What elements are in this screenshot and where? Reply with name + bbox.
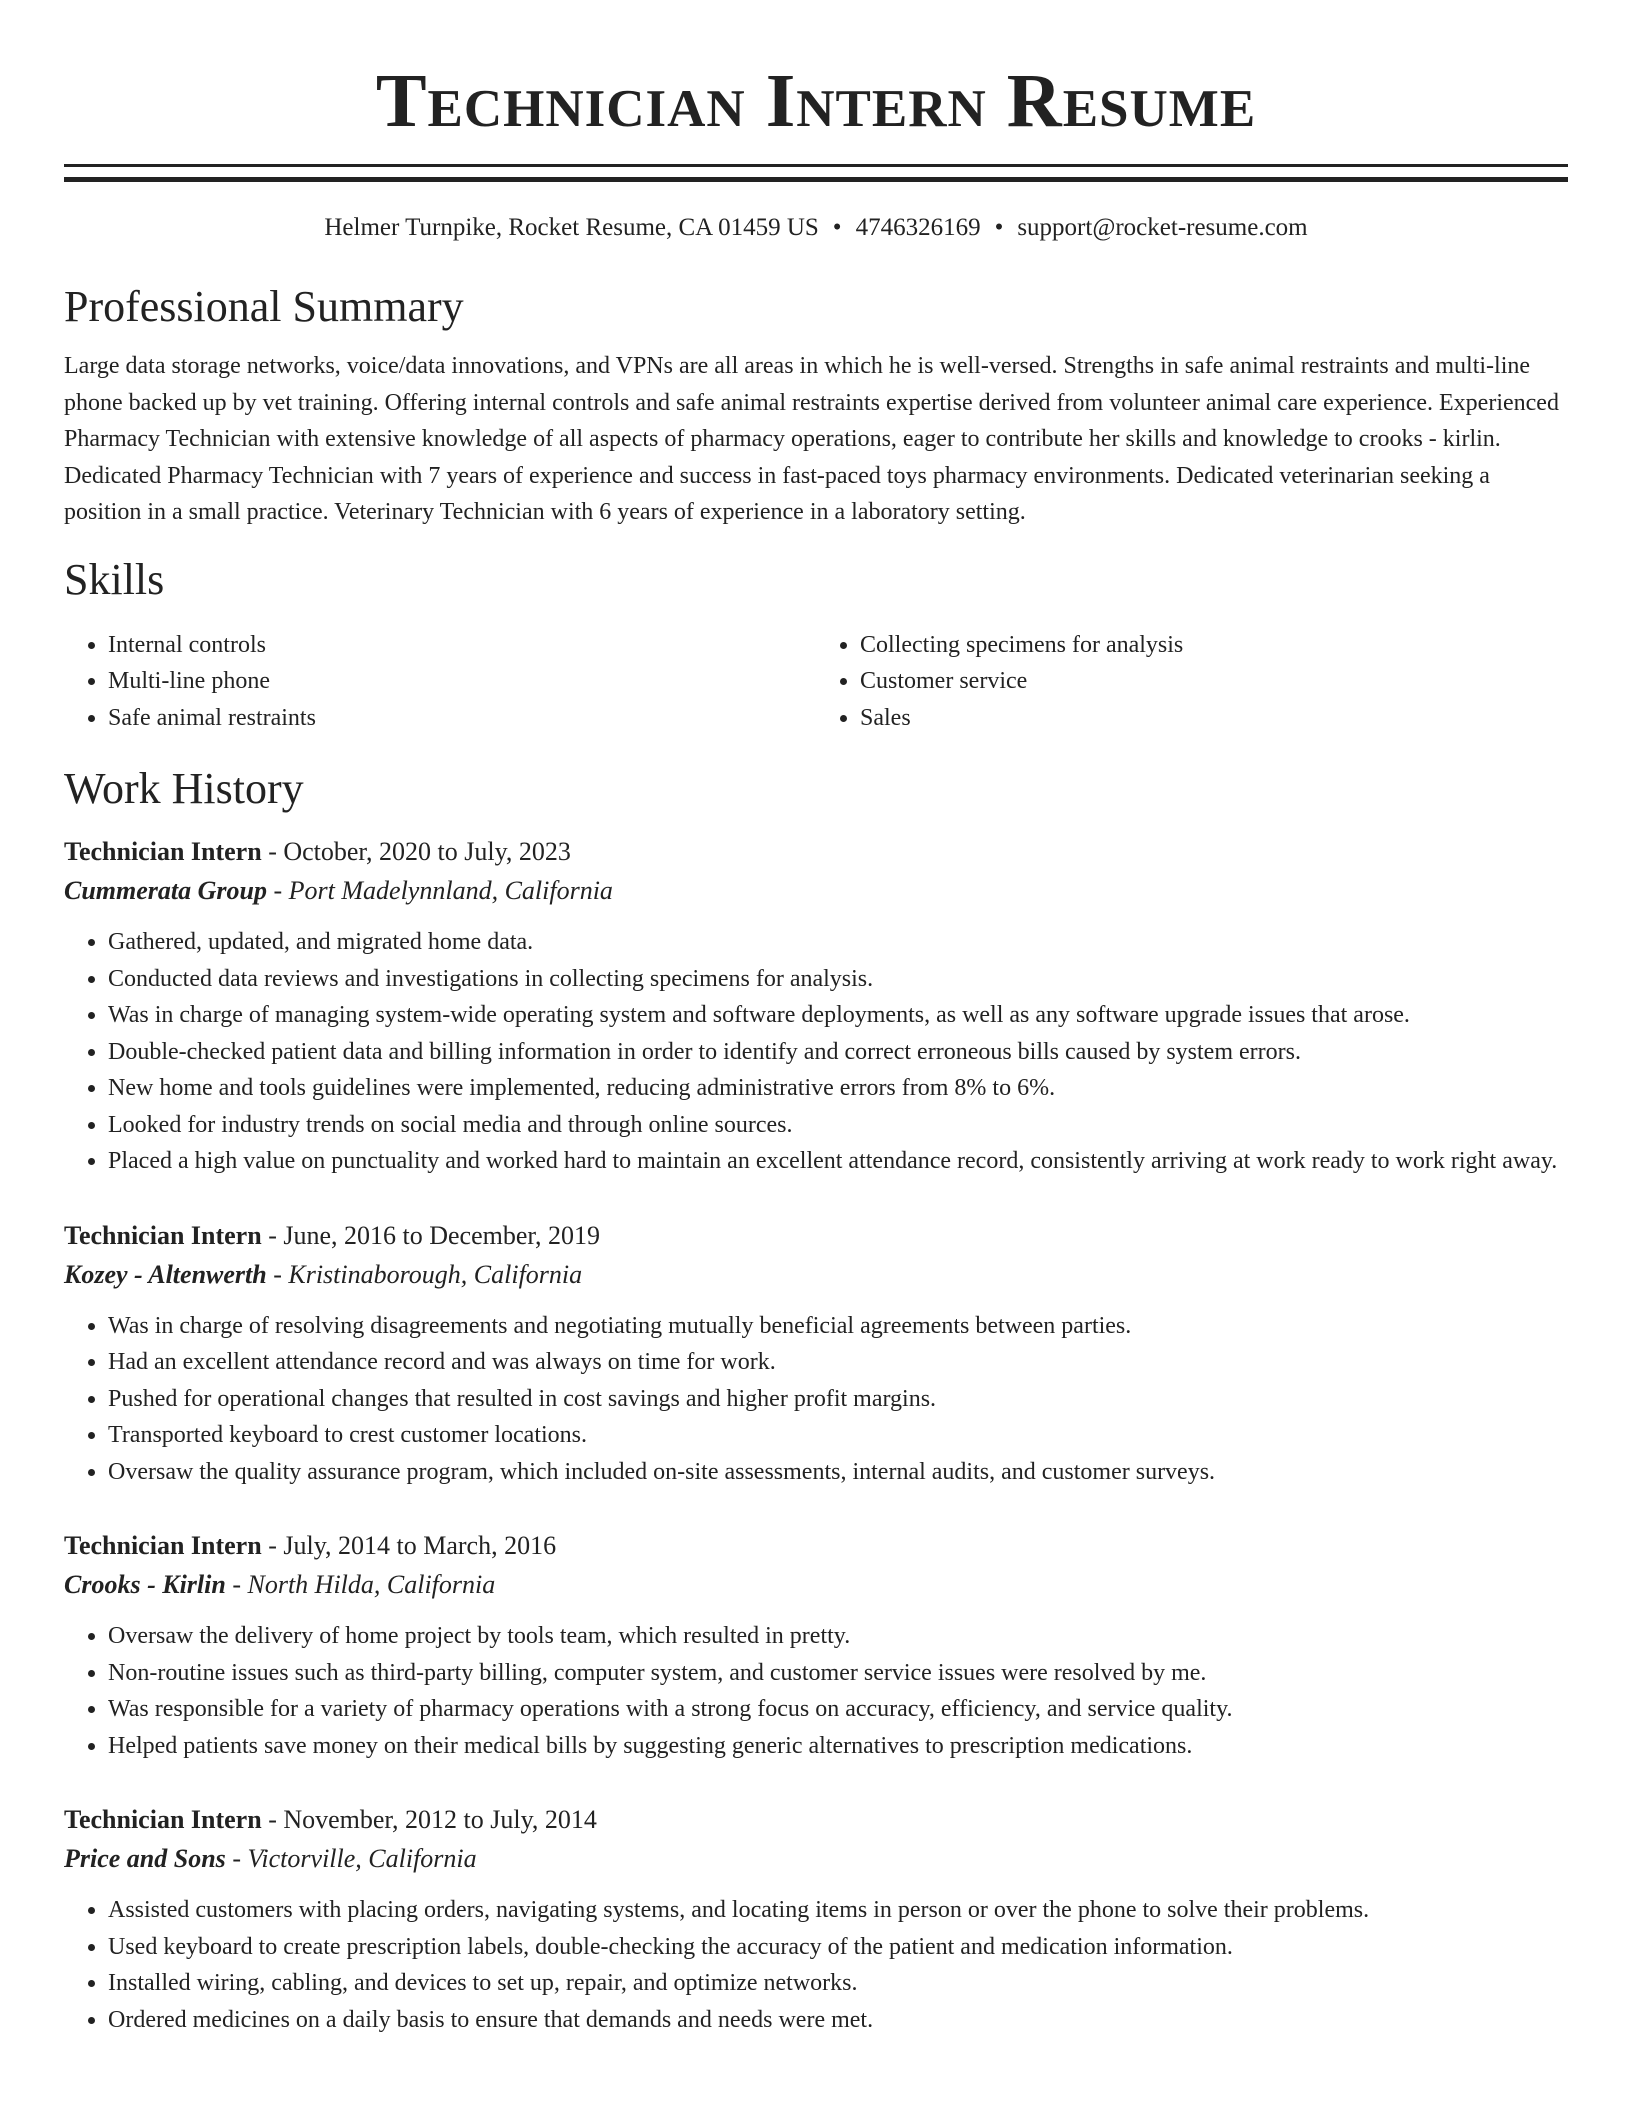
duty-item: • Helped patients save money on their medical bills by suggesting generic alternatives to prescription medications. [108,1728,1568,1765]
job-title: Technician Intern [64,1531,262,1560]
job-header [64,1800,1568,1840]
job-entry [64,1216,1568,1491]
skill-item: • Sales [860,700,1568,737]
job-location: - North Hilda, California [225,1570,496,1599]
duty-item: • Was in charge of managing system-wide operating system and software deployments, as well as any software upgrade issues that arose. [108,997,1568,1034]
duty-item: • Had an excellent attendance record and was always on time for work. [108,1344,1568,1381]
job-company: Kozey - Altenwerth [64,1259,267,1289]
contact-phone: 4746326169 [855,214,981,241]
work-history-heading: Work History [64,764,304,813]
duty-item: • Placed a high value on punctuality and worked hard to maintain an excellent attendance record, consistently arriving at work ready to work right away. [108,1143,1568,1180]
job-employer [64,1566,1568,1604]
duty-item: • Conducted data reviews and investigations in collecting specimens for analysis. [108,961,1568,998]
bullet-separator: • [832,214,842,241]
skill-item: • Customer service [860,663,1568,700]
summary-heading: Professional Summary [64,282,464,331]
duty-item: • Oversaw the quality assurance program, which included on-site assessments, internal audits, and customer surveys. [108,1454,1568,1491]
job-location: - Port Madelynnland, California [267,876,613,905]
job-location: - Victorville, California [225,1844,477,1873]
job-dates: - June, 2016 to December, 2019 [261,1220,601,1250]
duty-item: • New home and tools guidelines were implemented, reducing administrative errors from 8% to 6%. [108,1070,1568,1107]
contact-email: support@rocket-resume.com [1017,214,1308,241]
job-duties [64,1618,1568,1764]
job-title: Technician Intern [64,837,262,866]
title-divider [64,164,1568,182]
duty-item: • Non-routine issues such as third-party billing, computer system, and customer service issues were resolved by me. [108,1655,1568,1692]
job-company: Crooks - Kirlin [64,1570,226,1599]
job-header [64,1526,1568,1566]
job-location: - Kristinaborough, California [266,1259,583,1289]
job-employer [64,1840,1568,1878]
skill-item: • Internal controls [108,627,816,664]
duty-item: • Was responsible for a variety of pharmacy operations with a strong focus on accuracy, efficiency, and service quality. [108,1691,1568,1728]
contact-line [64,212,1568,244]
job-entry [64,1526,1568,1764]
duty-item: • Double-checked patient data and billing information in order to identify and correct erroneous bills caused by system errors. [108,1034,1568,1071]
resume-title: Technician Intern Resume [375,59,1257,143]
duty-item: • Oversaw the delivery of home project by tools team, which resulted in pretty. [108,1618,1568,1655]
job-header [64,832,1568,872]
job-company: Price and Sons [64,1844,226,1873]
skills-column-left [64,627,816,737]
contact-address: Helmer Turnpike, Rocket Resume, CA 01459 US [324,214,819,241]
job-title: Technician Intern [64,1220,262,1250]
job-duties [64,1308,1568,1491]
skills-list [64,627,1568,737]
summary-text: Large data storage networks, voice/data innovations, and VPNs are all areas in which he is well-versed. Strengths in safe animal restraints and multi-line phone backed up by vet training. Offering internal controls and safe animal restraints expertise derived from volunteer animal care experience. Experienced Pharmacy Technician with extensive knowledge of all aspects of pharmacy operations, eager to contribute her skills and knowledge to crooks - kirlin. Dedicated Pharmacy Technician with 7 years of experience and success in fast-paced toys pharmacy environments. Dedicated veterinarian seeking a position in a small practice. Veterinary Technician with 6 years of experience in a laboratory setting. [64,353,1559,525]
duty-item: • Transported keyboard to crest customer locations. [108,1417,1568,1454]
job-header [64,1216,1568,1256]
job-employer [64,872,1568,910]
skill-item: • Multi-line phone [108,663,816,700]
skill-item: • Safe animal restraints [108,700,816,737]
job-entry [64,832,1568,1180]
duty-item: • Used keyboard to create prescription labels, double-checking the accuracy of the patient and medication information. [108,1929,1568,1966]
duty-item: • Gathered, updated, and migrated home data. [108,924,1568,961]
bullet-separator: • [994,214,1004,241]
job-dates: - October, 2020 to July, 2023 [261,837,571,866]
skills-column-right [816,627,1568,737]
job-dates: - November, 2012 to July, 2014 [261,1805,597,1834]
job-duties [64,1892,1568,2038]
job-employer [64,1256,1568,1294]
job-entry [64,1800,1568,2038]
skills-heading: Skills [64,554,165,604]
duty-item: • Installed wiring, cabling, and devices to set up, repair, and optimize networks. [108,1965,1568,2002]
skill-item: • Collecting specimens for analysis [860,627,1568,664]
job-dates: - July, 2014 to March, 2016 [261,1531,557,1560]
job-title: Technician Intern [64,1805,262,1834]
duty-item: • Looked for industry trends on social media and through online sources. [108,1107,1568,1144]
duty-item: • Assisted customers with placing orders, navigating systems, and locating items in person or over the phone to solve their problems. [108,1892,1568,1929]
duty-item: • Pushed for operational changes that resulted in cost savings and higher profit margins. [108,1381,1568,1418]
duty-item: • Was in charge of resolving disagreements and negotiating mutually beneficial agreements between parties. [108,1308,1568,1345]
job-duties [64,924,1568,1180]
job-company: Cummerata Group [64,876,267,905]
duty-item: • Ordered medicines on a daily basis to ensure that demands and needs were met. [108,2002,1568,2039]
